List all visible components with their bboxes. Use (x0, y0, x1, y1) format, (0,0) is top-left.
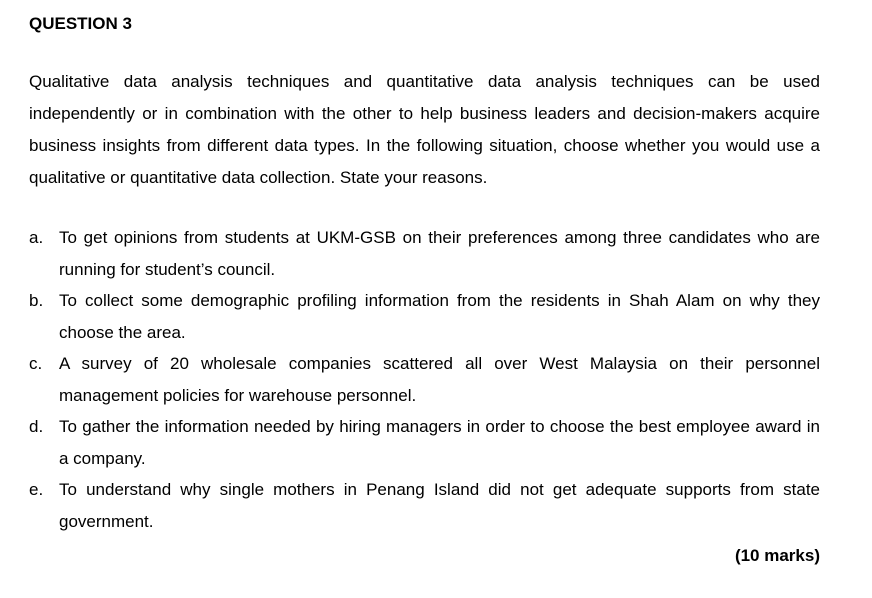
situation-item-c (29, 348, 820, 411)
item-text: To get opinions from students at UKM-GSB on their preferences among three candidates who are running for student’s council. (59, 228, 820, 279)
item-letter: e. (29, 480, 44, 499)
marks-label: (10 marks) (734, 546, 820, 565)
item-text: A survey of 20 wholesale companies scattered all over West Malaysia on their personnel management policies for warehouse personnel. (59, 354, 820, 405)
item-letter: a. (29, 228, 44, 247)
item-letter: c. (29, 354, 43, 373)
item-text: To gather the information needed by hiring managers in order to choose the best employee award in a company. (59, 417, 820, 468)
situation-item-e (29, 474, 820, 537)
item-text: To collect some demographic profiling information from the residents in Shah Alam on why they choose the area. (59, 291, 820, 342)
item-letter: d. (29, 417, 44, 436)
item-text: To understand why single mothers in Penang Island did not get adequate supports from state government. (59, 480, 820, 531)
question-heading: QUESTION 3 (29, 14, 132, 33)
situation-list (29, 222, 820, 537)
item-letter: b. (29, 291, 44, 310)
situation-item-b (29, 285, 820, 348)
situation-item-a (29, 222, 820, 285)
question-intro: Qualitative data analysis techniques and quantitative data analysis techniques can be used independently or in combination with the other to help business leaders and decision-makers acquire business insights from different data types. In the following situation, choose whether you would use a qualitative or quantitative data collection. State your reasons. (29, 72, 820, 187)
situation-item-d (29, 411, 820, 474)
